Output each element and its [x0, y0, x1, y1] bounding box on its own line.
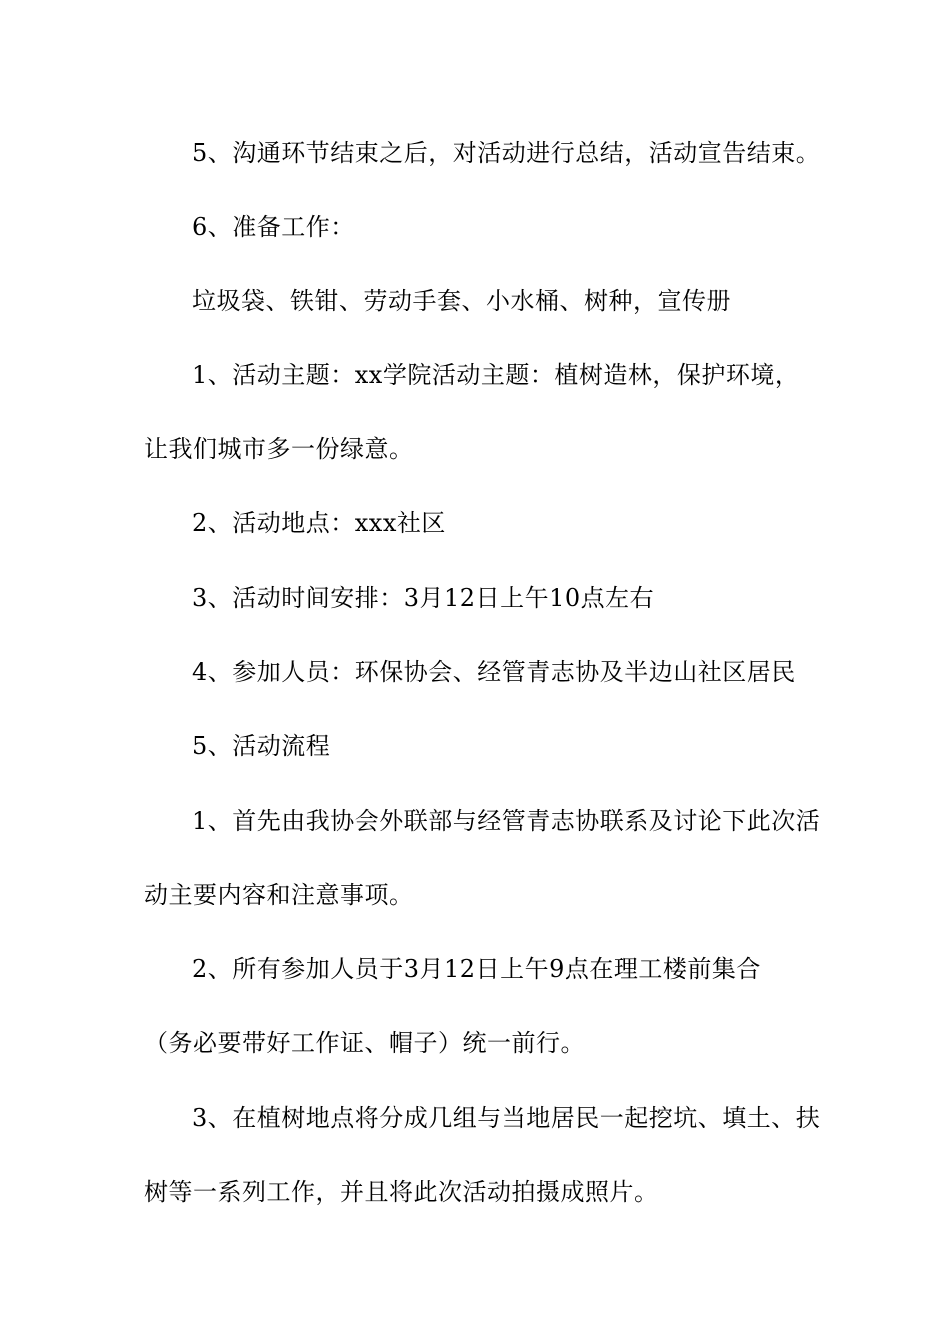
paragraph-line-supplies: 垃圾袋、铁钳、劳动手套、小水桶、树种，宣传册 [192, 287, 731, 315]
paragraph-line-step-two: 2、所有参加人员于3月12日上午9点在理工楼前集合 [192, 955, 761, 983]
paragraph-line-theme-continued: 让我们城市多一份绿意。 [144, 435, 414, 463]
paragraph-line-step-two-continued: （务必要带好工作证、帽子）统一前行。 [144, 1029, 585, 1057]
paragraph-line-theme: 1、活动主题：xx学院活动主题：植树造林，保护环境， [192, 361, 800, 389]
paragraph-line-location: 2、活动地点：xxx社区 [192, 509, 446, 537]
paragraph-line-step-one-continued: 动主要内容和注意事项。 [144, 881, 414, 909]
paragraph-line-closing-step: 5、沟通环节结束之后，对活动进行总结，活动宣告结束。 [192, 139, 821, 167]
paragraph-line-preparation-heading: 6、准备工作： [192, 213, 355, 241]
paragraph-line-participants: 4、参加人员：环保协会、经管青志协及半边山社区居民 [192, 658, 796, 686]
paragraph-line-step-three-continued: 树等一系列工作，并且将此次活动拍摄成照片。 [144, 1178, 659, 1206]
paragraph-line-step-three: 3、在植树地点将分成几组与当地居民一起挖坑、填土、扶 [192, 1104, 821, 1132]
paragraph-line-step-one: 1、首先由我协会外联部与经管青志协联系及讨论下此次活 [192, 807, 821, 835]
paragraph-line-process-heading: 5、活动流程 [192, 732, 331, 760]
paragraph-line-schedule: 3、活动时间安排：3月12日上午10点左右 [192, 584, 655, 612]
